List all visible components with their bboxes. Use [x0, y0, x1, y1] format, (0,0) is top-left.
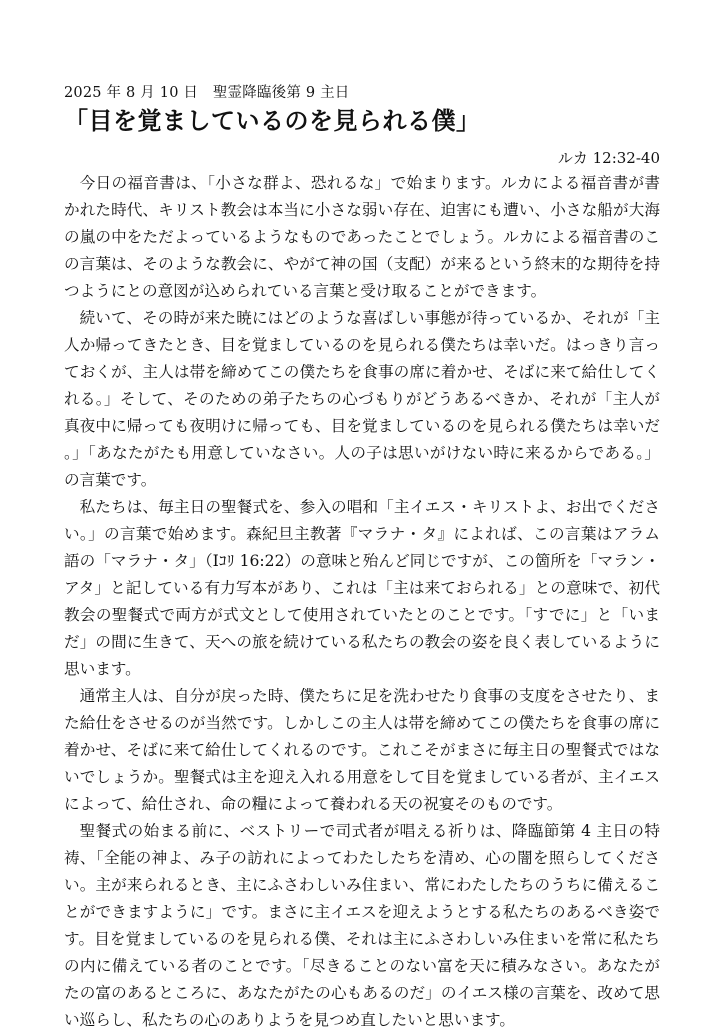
paragraph-5: 聖餐式の始まる前に、ベストリーで司式者が唱える祈りは、降臨節第 4 主日の特祷、「全能の神よ、み子の訪れによってわたしたちを清め、心の闇を照らしてください。主が来られるとき、主にふさわしいみ住まい、常にわたしたちのうちに備えることができますように」です。まさに主イエスを迎えようとする私たちのあるべき姿です。目を覚ましているのを見られる僕、それは主にふさわしいみ住まいを常に私たちの内に備えている者のことです。「尽きることのない富を天に積みなさい。あなたがたの富のあるところに、あなたがたの心もあるのだ」のイエス様の言葉を、改めて思い巡らし、私たちの心のありようを見つめ直したいと思います。: [64, 822, 660, 1029]
paragraph-2: 続いて、その時が来た暁にはどのような喜ばしい事態が待っているか、それが「主人か帰ってきたとき、目を覚ましているのを見られる僕たちは幸いだ。はっきり言っておくが、主人は帯を締めてこの僕たちを食事の席に着かせ、そばに来て給仕してくれる。」そして、そのための弟子たちの心づもりがどうあるべきか、それが「主人が真夜中に帰っても夜明けに帰っても、目を覚ましているのを見られる僕たちは幸いだ。」「あなたがたも用意していなさい。人の子は思いがけない時に来るからである。」の言葉です。: [64, 309, 660, 489]
scripture-reference: ルカ 12:32-40: [557, 149, 660, 167]
paragraph-3: 私たちは、毎主日の聖餐式を、参入の唱和「主イエス・キリストよ、お出でください。」の言葉で始めます。森紀旦主教著『マラナ・タ』によれば、この言葉はアラム語の「マラナ・タ」（Ⅰｺﾘ 16:22）の意味と殆んど同じですが、この箇所を「マラン・アタ」と記している有力写本があり、これは「主は来ておられる」との意味で、初代教会の聖餐式で両方が式文として使用されていたとのことです。「すでに」と「いまだ」の間に生きて、天への旅を続けている私たちの教会の姿を良く表しているように思います。: [64, 498, 660, 678]
document-page: [64, 82, 660, 1034]
paragraph-1: 今日の福音書は、「小さな群よ、恐れるな」で始まります。ルカによる福音書が書かれた時代、キリスト教会は本当に小さな弱い存在、迫害にも遭い、小さな船が大海の嵐の中をただよっているようなものであったことでしょう。ルカによる福音書のこの言葉は、そのような教会に、やがて神の国（支配）が来るという終末的な期待を持つようにとの意図が込められている言葉と受け取ることができます。: [64, 174, 660, 300]
date-line: 2025 年 8 月 10 日 聖霊降臨後第 9 主日: [64, 85, 350, 101]
sermon-body: [64, 170, 660, 1034]
paragraph-4: 通常主人は、自分が戻った時、僕たちに足を洗わせたり食事の支度をさせたり、また給仕をさせるのが当然です。しかしこの主人は帯を締めてこの僕たちを食事の席に着かせ、そばに来て給仕してくれるのです。これこそがまさに毎主日の聖餐式ではないでしょうか。聖餐式は主を迎え入れる用意をして目を覚ましている者が、主イエスによって、給仕され、命の糧によって養われる天の祝宴そのものです。: [64, 687, 660, 813]
sermon-title: 「目を覚ましているのを見られる僕」: [64, 106, 481, 135]
